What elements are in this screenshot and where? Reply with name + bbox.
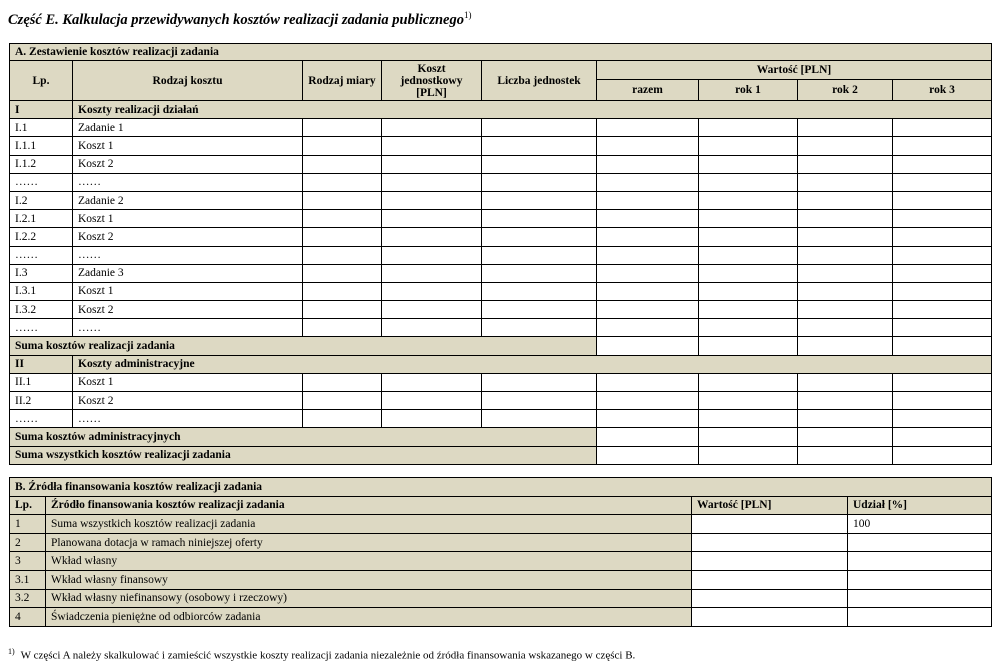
financing-row	[10, 608, 992, 627]
financing-lp: 2	[10, 533, 46, 552]
rok2-cell[interactable]	[798, 191, 893, 209]
cost-row	[10, 191, 992, 209]
razem-cell[interactable]	[597, 210, 699, 228]
koszt-jednostkowy-cell[interactable]	[382, 264, 482, 282]
rok3-cell[interactable]	[893, 228, 992, 246]
liczba-jednostek-cell[interactable]	[482, 155, 597, 173]
cost-row	[10, 228, 992, 246]
rodzaj-miary-cell[interactable]	[303, 246, 382, 264]
cost-lp: I.1.1	[10, 137, 73, 155]
rodzaj-miary-cell[interactable]	[303, 210, 382, 228]
financing-row	[10, 570, 992, 589]
razem-cell[interactable]	[597, 282, 699, 300]
koszt-jednostkowy-cell[interactable]	[382, 191, 482, 209]
rok1-cell[interactable]	[699, 137, 798, 155]
rok3-cell[interactable]	[893, 191, 992, 209]
cost-name: ……	[73, 410, 303, 428]
razem-cell[interactable]	[597, 173, 699, 191]
financing-source-name: Wkład własny	[46, 552, 692, 571]
koszt-jednostkowy-cell[interactable]	[382, 246, 482, 264]
sum-label: Suma kosztów administracyjnych	[10, 428, 597, 446]
cost-row	[10, 137, 992, 155]
liczba-jednostek-cell[interactable]	[482, 173, 597, 191]
koszt-jednostkowy-cell[interactable]	[382, 319, 482, 337]
cost-lp: I.2	[10, 191, 73, 209]
rok3-cell[interactable]	[893, 173, 992, 191]
cost-lp: I.1.2	[10, 155, 73, 173]
header-rodzaj-kosztu: Rodzaj kosztu	[73, 61, 303, 101]
header-lp: Lp.	[10, 61, 73, 101]
group-label: Koszty administracyjne	[73, 355, 992, 373]
rodzaj-miary-cell[interactable]	[303, 373, 382, 391]
sum-row-administracyjnych	[10, 428, 992, 446]
financing-lp: 3.1	[10, 570, 46, 589]
financing-lp: 4	[10, 608, 46, 627]
rok2-cell[interactable]	[798, 246, 893, 264]
cost-row	[10, 155, 992, 173]
rodzaj-miary-cell[interactable]	[303, 264, 382, 282]
financing-source-name: Planowana dotacja w ramach niniejszej oferty	[46, 533, 692, 552]
group-row-ii	[10, 355, 992, 373]
header-wartosc: Wartość [PLN]	[692, 496, 848, 515]
sum-rok2-cell[interactable]	[798, 337, 893, 355]
cost-row	[10, 301, 992, 319]
rok3-cell[interactable]	[893, 246, 992, 264]
cost-name: Zadanie 2	[73, 191, 303, 209]
cost-lp: II.1	[10, 373, 73, 391]
koszt-jednostkowy-cell[interactable]	[382, 301, 482, 319]
rok3-cell[interactable]	[893, 301, 992, 319]
cost-lp: ……	[10, 173, 73, 191]
page-title	[8, 10, 471, 29]
rodzaj-miary-cell[interactable]	[303, 137, 382, 155]
header-liczba-jednostek: Liczba jednostek	[482, 61, 597, 101]
financing-row	[10, 552, 992, 571]
sum-label: Suma kosztów realizacji zadania	[10, 337, 597, 355]
rodzaj-miary-cell[interactable]	[303, 155, 382, 173]
sum-rok3-cell[interactable]	[893, 428, 992, 446]
footnote-text: W części A należy skalkulować i zamieścić wszystkie koszty realizacji zadania niezależnie od źródła finansowania wskazanego w części B.	[20, 649, 636, 662]
cost-name: Koszt 2	[73, 228, 303, 246]
sum-label: Suma wszystkich kosztów realizacji zadania	[10, 446, 597, 464]
section-a-heading: A. Zestawienie kosztów realizacji zadania	[10, 44, 992, 61]
cost-name: ……	[73, 173, 303, 191]
financing-value-cell[interactable]	[692, 533, 848, 552]
liczba-jednostek-cell[interactable]	[482, 228, 597, 246]
cost-lp: II.2	[10, 392, 73, 410]
sum-razem-cell[interactable]	[597, 446, 699, 464]
sum-rok2-cell[interactable]	[798, 446, 893, 464]
rok1-cell[interactable]	[699, 282, 798, 300]
liczba-jednostek-cell[interactable]	[482, 137, 597, 155]
rok3-cell[interactable]	[893, 410, 992, 428]
financing-value-cell[interactable]	[692, 552, 848, 571]
rok2-cell[interactable]	[798, 373, 893, 391]
razem-cell[interactable]	[597, 191, 699, 209]
cost-lp: ……	[10, 319, 73, 337]
cost-name: Koszt 2	[73, 301, 303, 319]
cost-name: ……	[73, 319, 303, 337]
rok2-cell[interactable]	[798, 155, 893, 173]
cost-lp: I.3	[10, 264, 73, 282]
rodzaj-miary-cell[interactable]	[303, 282, 382, 300]
cost-row	[10, 173, 992, 191]
cost-row	[10, 282, 992, 300]
cost-row	[10, 392, 992, 410]
liczba-jednostek-cell[interactable]	[482, 246, 597, 264]
group-row-i	[10, 101, 992, 119]
rok1-cell[interactable]	[699, 301, 798, 319]
financing-row	[10, 515, 992, 534]
koszt-jednostkowy-cell[interactable]	[382, 228, 482, 246]
sum-rok3-cell[interactable]	[893, 446, 992, 464]
rok1-cell[interactable]	[699, 246, 798, 264]
cost-row	[10, 210, 992, 228]
rok3-cell[interactable]	[893, 155, 992, 173]
rok1-cell[interactable]	[699, 119, 798, 137]
financing-row	[10, 589, 992, 608]
koszt-jednostkowy-cell[interactable]	[382, 155, 482, 173]
financing-lp: 3	[10, 552, 46, 571]
cost-row	[10, 119, 992, 137]
financing-share-cell[interactable]	[848, 552, 992, 571]
cost-row	[10, 246, 992, 264]
rok2-cell[interactable]	[798, 228, 893, 246]
razem-cell[interactable]	[597, 373, 699, 391]
cost-name: Koszt 2	[73, 392, 303, 410]
sum-rok2-cell[interactable]	[798, 428, 893, 446]
rok1-cell[interactable]	[699, 319, 798, 337]
rok2-cell[interactable]	[798, 119, 893, 137]
rok3-cell[interactable]	[893, 119, 992, 137]
liczba-jednostek-cell[interactable]	[482, 373, 597, 391]
sum-rok1-cell[interactable]	[699, 446, 798, 464]
razem-cell[interactable]	[597, 137, 699, 155]
footnote-marker: 1)	[8, 647, 15, 656]
header-wartosc: Wartość [PLN]	[597, 61, 992, 80]
rok1-cell[interactable]	[699, 392, 798, 410]
rodzaj-miary-cell[interactable]	[303, 301, 382, 319]
koszt-jednostkowy-cell[interactable]	[382, 410, 482, 428]
cost-lp: I.3.1	[10, 282, 73, 300]
header-lp: Lp.	[10, 496, 46, 515]
rok2-cell[interactable]	[798, 282, 893, 300]
rodzaj-miary-cell[interactable]	[303, 173, 382, 191]
cost-row	[10, 410, 992, 428]
cost-name: ……	[73, 246, 303, 264]
cost-lp: ……	[10, 246, 73, 264]
group-lp: I	[10, 101, 73, 119]
koszt-jednostkowy-cell[interactable]	[382, 119, 482, 137]
financing-value-cell[interactable]	[692, 570, 848, 589]
koszt-jednostkowy-cell[interactable]	[382, 137, 482, 155]
razem-cell[interactable]	[597, 410, 699, 428]
razem-cell[interactable]	[597, 155, 699, 173]
financing-source-name: Świadczenia pieniężne od odbiorców zadania	[46, 608, 692, 627]
financing-share-cell[interactable]: 100	[848, 515, 992, 534]
koszt-jednostkowy-cell[interactable]	[382, 373, 482, 391]
cost-name: Zadanie 3	[73, 264, 303, 282]
footnote	[8, 647, 635, 662]
sum-row-wszystkich	[10, 446, 992, 464]
financing-source-name: Wkład własny finansowy	[46, 570, 692, 589]
financing-lp: 1	[10, 515, 46, 534]
razem-cell[interactable]	[597, 392, 699, 410]
header-razem: razem	[597, 80, 699, 101]
rok1-cell[interactable]	[699, 173, 798, 191]
rok3-cell[interactable]	[893, 392, 992, 410]
rodzaj-miary-cell[interactable]	[303, 319, 382, 337]
financing-value-cell[interactable]	[692, 515, 848, 534]
rok3-cell[interactable]	[893, 319, 992, 337]
rok3-cell[interactable]	[893, 137, 992, 155]
group-lp: II	[10, 355, 73, 373]
rodzaj-miary-cell[interactable]	[303, 392, 382, 410]
cost-name: Koszt 1	[73, 282, 303, 300]
header-zrodlo: Źródło finansowania kosztów realizacji zadania	[46, 496, 692, 515]
rok2-cell[interactable]	[798, 410, 893, 428]
rok2-cell[interactable]	[798, 301, 893, 319]
header-rodzaj-miary: Rodzaj miary	[303, 61, 382, 101]
header-rok-1: rok 1	[699, 80, 798, 101]
cost-row	[10, 264, 992, 282]
cost-row	[10, 319, 992, 337]
cost-lp: I.2.1	[10, 210, 73, 228]
rok3-cell[interactable]	[893, 210, 992, 228]
cost-row	[10, 373, 992, 391]
rok3-cell[interactable]	[893, 264, 992, 282]
cost-name: Koszt 1	[73, 210, 303, 228]
liczba-jednostek-cell[interactable]	[482, 392, 597, 410]
rok2-cell[interactable]	[798, 137, 893, 155]
rodzaj-miary-cell[interactable]	[303, 410, 382, 428]
sum-rok3-cell[interactable]	[893, 337, 992, 355]
section-b-heading: B. Źródła finansowania kosztów realizacji zadania	[10, 478, 992, 497]
header-rok-3: rok 3	[893, 80, 992, 101]
rodzaj-miary-cell[interactable]	[303, 191, 382, 209]
rok1-cell[interactable]	[699, 264, 798, 282]
liczba-jednostek-cell[interactable]	[482, 410, 597, 428]
financing-value-cell[interactable]	[692, 608, 848, 627]
rok1-cell[interactable]	[699, 228, 798, 246]
koszt-jednostkowy-cell[interactable]	[382, 210, 482, 228]
rok1-cell[interactable]	[699, 410, 798, 428]
rodzaj-miary-cell[interactable]	[303, 228, 382, 246]
financing-share-cell[interactable]	[848, 608, 992, 627]
financing-share-cell[interactable]	[848, 570, 992, 589]
rok2-cell[interactable]	[798, 173, 893, 191]
cost-lp: I.3.2	[10, 301, 73, 319]
sum-rok1-cell[interactable]	[699, 428, 798, 446]
cost-name: Koszt 1	[73, 137, 303, 155]
financing-share-cell[interactable]	[848, 533, 992, 552]
financing-source-name: Wkład własny niefinansowy (osobowy i rzeczowy)	[46, 589, 692, 608]
financing-row	[10, 533, 992, 552]
liczba-jednostek-cell[interactable]	[482, 319, 597, 337]
razem-cell[interactable]	[597, 246, 699, 264]
financing-lp: 3.2	[10, 589, 46, 608]
cost-name: Koszt 2	[73, 155, 303, 173]
group-label: Koszty realizacji działań	[73, 101, 992, 119]
sum-rok1-cell[interactable]	[699, 337, 798, 355]
cost-lp: I.1	[10, 119, 73, 137]
rodzaj-miary-cell[interactable]	[303, 119, 382, 137]
financing-share-cell[interactable]	[848, 589, 992, 608]
koszt-jednostkowy-cell[interactable]	[382, 392, 482, 410]
liczba-jednostek-cell[interactable]	[482, 119, 597, 137]
rok1-cell[interactable]	[699, 210, 798, 228]
rok3-cell[interactable]	[893, 282, 992, 300]
rok2-cell[interactable]	[798, 392, 893, 410]
rok2-cell[interactable]	[798, 264, 893, 282]
razem-cell[interactable]	[597, 264, 699, 282]
cost-name: Zadanie 1	[73, 119, 303, 137]
financing-value-cell[interactable]	[692, 589, 848, 608]
sum-razem-cell[interactable]	[597, 428, 699, 446]
rok2-cell[interactable]	[798, 319, 893, 337]
rok1-cell[interactable]	[699, 155, 798, 173]
cost-lp: I.2.2	[10, 228, 73, 246]
liczba-jednostek-cell[interactable]	[482, 191, 597, 209]
rok1-cell[interactable]	[699, 191, 798, 209]
cost-name: Koszt 1	[73, 373, 303, 391]
liczba-jednostek-cell[interactable]	[482, 282, 597, 300]
rok2-cell[interactable]	[798, 210, 893, 228]
koszt-jednostkowy-cell[interactable]	[382, 282, 482, 300]
header-koszt-jednostkowy: Koszt jednostkowy [PLN]	[382, 61, 482, 101]
title-text: Część E. Kalkulacja przewidywanych kosztów realizacji zadania publicznego	[8, 11, 464, 28]
rok1-cell[interactable]	[699, 373, 798, 391]
sum-row-realizacji	[10, 337, 992, 355]
razem-cell[interactable]	[597, 119, 699, 137]
sum-razem-cell[interactable]	[597, 337, 699, 355]
header-rok-2: rok 2	[798, 80, 893, 101]
cost-lp: ……	[10, 410, 73, 428]
liczba-jednostek-cell[interactable]	[482, 301, 597, 319]
razem-cell[interactable]	[597, 301, 699, 319]
liczba-jednostek-cell[interactable]	[482, 264, 597, 282]
financing-source-name: Suma wszystkich kosztów realizacji zadania	[46, 515, 692, 534]
title-footnote-marker: 1)	[463, 10, 472, 20]
razem-cell[interactable]	[597, 228, 699, 246]
cost-summary-table	[9, 43, 992, 465]
liczba-jednostek-cell[interactable]	[482, 210, 597, 228]
koszt-jednostkowy-cell[interactable]	[382, 173, 482, 191]
header-udzial: Udział [%]	[848, 496, 992, 515]
financing-sources-table	[9, 477, 992, 627]
rok3-cell[interactable]	[893, 373, 992, 391]
razem-cell[interactable]	[597, 319, 699, 337]
